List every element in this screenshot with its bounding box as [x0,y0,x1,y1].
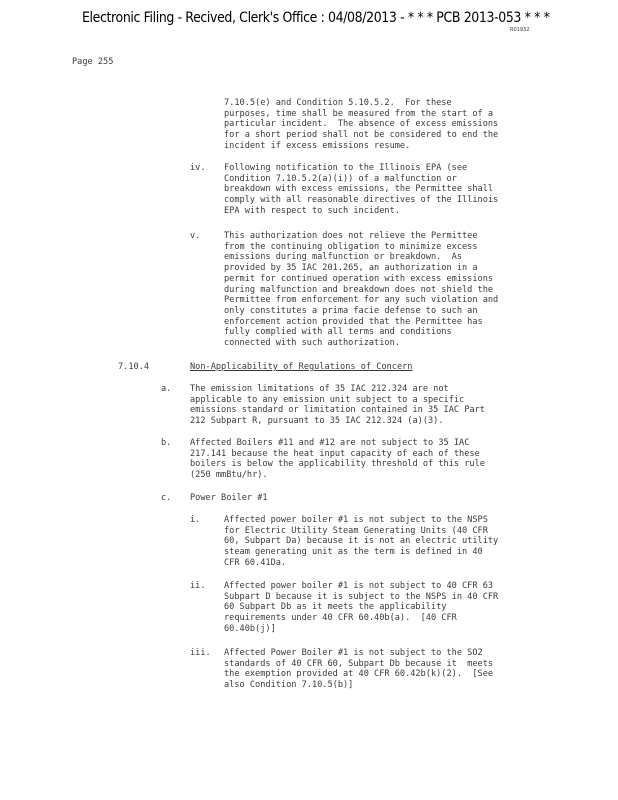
filing-stamp-code: R01932 [510,27,530,33]
item-a-text: The emission limitations of 35 IAC 212.324 are not applicable to any emission unit subject to a specific emissions standard or limitation contained in 35 IAC Part 212 Subpart R, pursuant to 35 IAC 212.324 (a)(3). [190,384,485,427]
item-b-text: Affected Boilers #11 and #12 are not subject to 35 IAC 217.141 because the heat input capacity of each of these boilers is below the applicability threshold of this rule (250 mmBtu/hr). [190,438,485,481]
item-c-iii-text: Affected Power Boiler #1 is not subject to the SO2 standards of 40 CFR 60, Subpart Db because it meets the exemption provided at 40 CFR 60.42b(k)(2). [See also Condition 7.10.5(b)] [224,648,494,691]
item-a-label: a. [161,384,172,394]
item-c-i-text: Affected power boiler #1 is not subject to the NSPS for Electric Utility Steam Generating Units (40 CFR 60, Subpart Da) because it is not an electric utility steam generating unit as the term is defined in 40 CFR 60.41Da. [224,515,499,568]
section-number: 7.10.4 [118,362,150,372]
item-iv-label: iv. [190,163,206,173]
item-v-text: This authorization does not relieve the Permittee from the continuing obligation to minimize excess emissions during malfunction or breakdown. As provided by 35 IAC 201.265, an authorization in a permit for continued operation with excess emissions during malfunction and breakdown does not shield the Permittee from enforcement for any such violation and only constitutes a prima facie defense to such an enforcement action provided that the Permittee has fully complied with all terms and conditions connected with such authorization. [224,231,499,349]
item-c-ii-label: ii. [190,581,206,591]
section-title: Non-Applicability of Regulations of Concern [190,362,413,372]
item-c-ii-text: Affected power boiler #1 is not subject to 40 CFR 63 Subpart D because it is subject to the NSPS in 40 CFR 60 Subpart Db as it meets the applicability requirements under 40 CFR 60.40b(a). [40 CFR 60.40b(j)] [224,581,499,634]
page-number: Page 255 [72,57,114,67]
item-c-iii-label: iii. [190,648,211,658]
filing-stamp: Electronic Filing - Recived, Clerk's Office : 04/08/2013 - * * * PCB 2013-053 * * * [82,9,550,26]
item-c-i-label: i. [190,515,201,525]
item-b-label: b. [161,438,172,448]
item-iv-text: Following notification to the Illinois EPA (see Condition 7.10.5.2(a)(i)) of a malfunction or breakdown with excess emissions, the Permittee shall comply with all reasonable directives of the Illinois EPA with respect to such incident. [224,163,499,216]
item-c-heading: Power Boiler #1 [190,493,268,503]
continuation-paragraph: 7.10.5(e) and Condition 5.10.5.2. For these purposes, time shall be measured from the start of a particular incident. The absence of excess emissions for a short period shall not be considered to end the incident if excess emissions resume. [224,98,499,151]
item-v-label: v. [190,231,201,241]
item-c-label: c. [161,493,172,503]
